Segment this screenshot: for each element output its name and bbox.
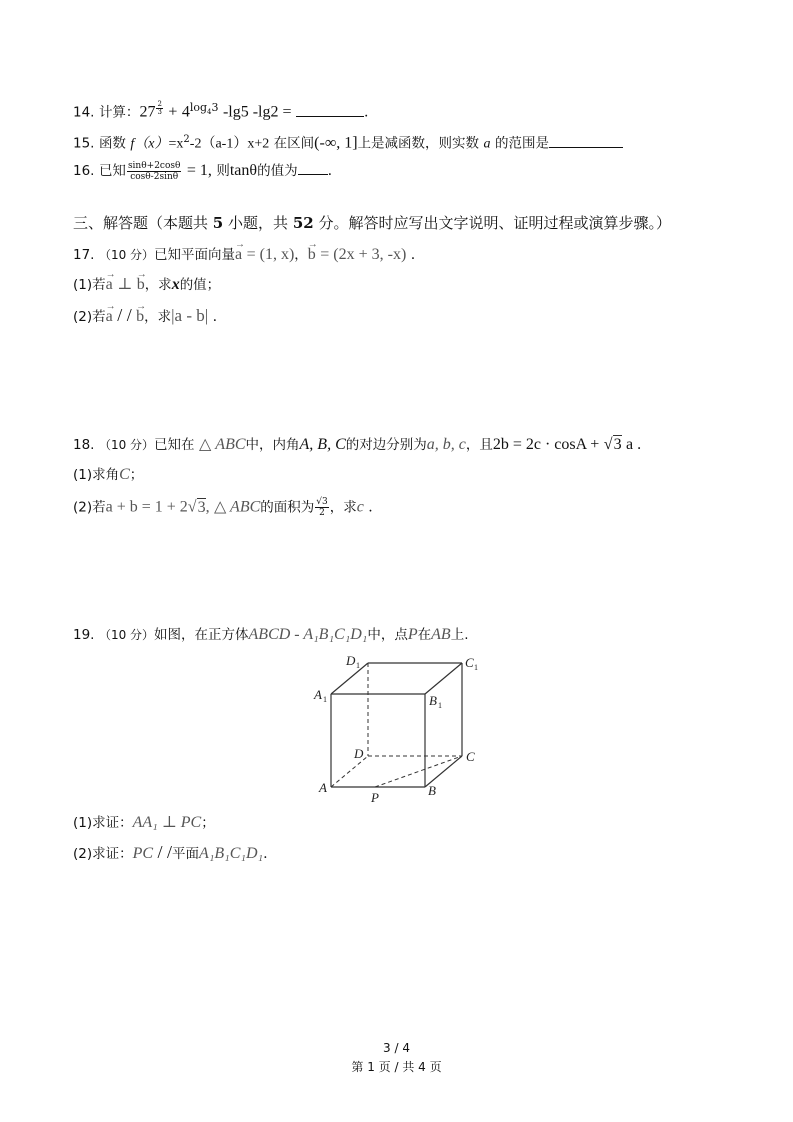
- period: .: [410, 247, 416, 263]
- math-base: 27: [139, 103, 156, 121]
- comma: ，: [294, 247, 308, 263]
- question-number: 16.: [73, 163, 95, 179]
- math-expression: AA₁ ⊥ PC: [132, 814, 202, 831]
- question-18-part-2: (2)若a + b = 1 + 2√3, △ ABC的面积为 $\frac{√3}{2}$ ，求c .: [73, 497, 373, 518]
- question-text: 中，点: [367, 627, 408, 643]
- math-exponent-log: log43: [189, 101, 219, 117]
- question-number: 15.: [73, 135, 95, 152]
- math-function: f（x）: [130, 136, 169, 152]
- period: .: [368, 499, 373, 516]
- math-equation: 2b = 2c · cosA +: [492, 436, 600, 453]
- math-expression: -lg5 -lg2 =: [222, 103, 292, 121]
- question-text: 已知平面向量: [154, 247, 236, 263]
- label-P: P: [371, 790, 379, 805]
- question-15: [73, 130, 623, 155]
- question-number: 18.: [73, 437, 95, 453]
- section-heading: [73, 213, 671, 233]
- label-A: A: [319, 780, 327, 795]
- math-sqrt: 3: [197, 498, 206, 516]
- subscript: 1: [474, 663, 478, 672]
- question-prefix: 计算：: [98, 104, 140, 121]
- math-abs-expression: |a - b|: [171, 306, 209, 325]
- subscript: 1: [323, 695, 327, 704]
- question-text: 上是减函数，则实数: [357, 135, 480, 152]
- period: .: [363, 104, 369, 121]
- math-fraction: $\frac{√3}{2}$: [316, 497, 328, 518]
- math-equals: = 1,: [186, 162, 212, 179]
- math-exponent: 2: [183, 134, 190, 145]
- question-number: 14.: [73, 104, 95, 121]
- question-text: ，求: [144, 277, 172, 293]
- math-expression: PC: [132, 845, 154, 862]
- question-text: 的值为: [257, 163, 298, 179]
- question-14: [73, 98, 368, 123]
- math-sqrt: 3: [613, 436, 622, 453]
- part-label: (1)求证：: [73, 815, 133, 831]
- math-angles: A, B, C: [299, 436, 346, 453]
- question-text: 在区间: [273, 135, 315, 152]
- question-text: ，求: [329, 499, 357, 516]
- question-text: ；: [129, 467, 144, 483]
- perpendicular-symbol: ⊥: [117, 276, 133, 293]
- parallel-symbol: / /: [117, 305, 132, 325]
- page-fraction: 3 / 4: [383, 1041, 410, 1055]
- period: .: [327, 163, 333, 179]
- subscript: 1: [356, 661, 360, 670]
- vector-b: → b: [136, 307, 144, 327]
- label-B: B: [428, 783, 436, 798]
- label-C: C: [466, 749, 475, 764]
- question-17-part-2: [73, 305, 217, 327]
- heading-text: 小题，共: [228, 214, 289, 232]
- question-text: 如图，在正方体: [154, 627, 249, 643]
- question-text: 平面: [172, 846, 200, 862]
- label-A1: A: [314, 687, 322, 702]
- cube-figure: [300, 645, 500, 810]
- question-16: [73, 160, 332, 182]
- question-text: 则: [216, 163, 230, 179]
- part-label: (2)求证：: [73, 846, 133, 862]
- question-18-part-1: [73, 465, 143, 485]
- math-expression: = (2x + 3, -x): [320, 246, 407, 263]
- question-number: 19.: [73, 627, 95, 643]
- part-label: (1)求角: [73, 467, 120, 483]
- period: .: [212, 309, 218, 325]
- math-variable: x: [171, 276, 180, 293]
- question-text: 在: [417, 627, 432, 643]
- math-variable: a: [483, 136, 491, 152]
- math-fraction: $\frac{\sin\theta+2\cos\theta}{\cos\theta-2\sin\theta}$: [127, 160, 181, 182]
- math-segment: AB: [431, 626, 451, 643]
- vector-b: → b: [137, 275, 145, 295]
- subscript: 1: [438, 701, 442, 710]
- question-text: ，且: [465, 437, 493, 453]
- math-point: P: [407, 626, 418, 643]
- question-19-part-1: [73, 813, 215, 833]
- math-variable: C: [119, 466, 130, 483]
- answer-blank[interactable]: [296, 102, 364, 117]
- label-C1: C: [465, 655, 474, 670]
- points-label: （10 分）: [98, 248, 155, 262]
- math-equation: a + b = 1 + 2: [105, 498, 188, 516]
- page-label: 第 1 页 / 共 4 页: [351, 1060, 442, 1074]
- question-text: 的面积为: [260, 499, 315, 516]
- math-interval: (-∞, 1]: [314, 134, 358, 152]
- vector-a: → a: [235, 245, 242, 265]
- question-text: 已知: [98, 163, 126, 179]
- part-label: (1)若: [73, 277, 106, 293]
- total-points: 52: [292, 214, 314, 232]
- question-number: 17.: [73, 247, 95, 263]
- question-18: 18. （10 分）已知在 △ ABC中，内角A, B, C的对边分别为a, b, c，且2b = 2c · cosA + √3 a .: [73, 436, 642, 453]
- period: .: [263, 846, 268, 862]
- heading-text: 分。解答时应写出文字说明、证明过程或演算步骤。）: [318, 214, 671, 232]
- question-text: 的值；: [179, 277, 221, 293]
- question-text: ，求: [144, 309, 172, 325]
- part-label: (2)若: [73, 499, 106, 516]
- answer-blank[interactable]: [298, 160, 328, 175]
- heading-text: 三、解答题（本题共: [73, 214, 209, 232]
- vector-b: → b: [308, 245, 316, 265]
- question-text: 的对边分别为: [345, 437, 427, 453]
- math-operator: +: [168, 103, 178, 121]
- math-equation-end: a .: [626, 436, 642, 453]
- question-count: 5: [212, 214, 224, 232]
- question-text: 的范围是: [494, 135, 549, 152]
- parallel-symbol: / /: [157, 842, 173, 862]
- label-B1: B: [429, 693, 437, 708]
- math-expression: = (1, x): [246, 246, 295, 263]
- math-triangle: △ ABC: [198, 436, 246, 453]
- math-plane: A₁B₁C₁D₁: [199, 845, 264, 862]
- question-text: 中，内角: [245, 437, 300, 453]
- question-19: [73, 625, 469, 645]
- math-expression: -2（a-1）x+2: [189, 136, 270, 152]
- question-text: 已知在: [154, 437, 195, 453]
- answer-blank[interactable]: [549, 133, 623, 148]
- math-triangle: △ ABC: [214, 498, 261, 516]
- math-tan: tanθ: [229, 162, 258, 179]
- vector-a: → a: [106, 275, 113, 295]
- points-label: （10 分）: [98, 628, 155, 642]
- math-expression: =x: [168, 136, 184, 152]
- question-19-part-2: [73, 842, 268, 864]
- math-exponent-fraction: 2 3: [157, 100, 162, 116]
- vector-a: → a: [106, 307, 113, 327]
- question-text: ；: [201, 815, 215, 831]
- points-label: （10 分）: [98, 438, 155, 452]
- math-variable: c: [356, 498, 364, 516]
- comma: ,: [205, 498, 210, 516]
- part-label: (2)若: [73, 309, 106, 325]
- math-cube: ABCD - A₁B₁C₁D₁: [248, 626, 368, 643]
- label-D: D: [354, 746, 364, 761]
- question-text: 上.: [450, 627, 469, 643]
- question-text: 函数: [98, 135, 126, 152]
- question-17-part-1: [73, 275, 220, 295]
- question-17: [73, 245, 415, 265]
- math-sides: a, b, c: [426, 436, 466, 453]
- label-D1: D: [346, 653, 356, 668]
- math-base: 4: [181, 103, 190, 121]
